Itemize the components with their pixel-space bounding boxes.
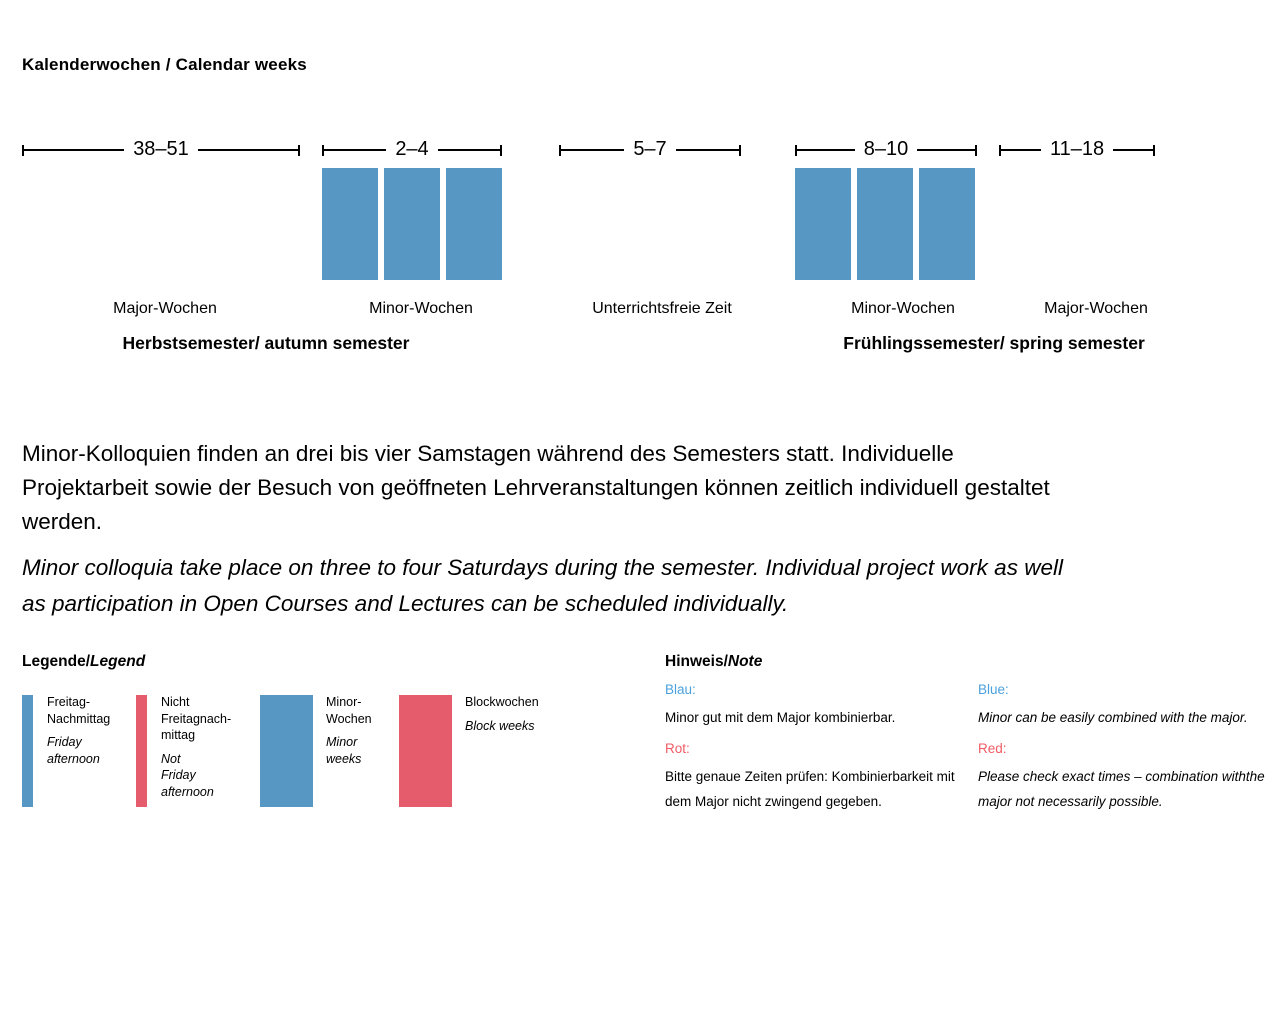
bracket-line	[1113, 149, 1153, 151]
range-bracket-8-10	[795, 139, 977, 161]
legend-line: Minor	[326, 735, 358, 749]
legend-item-label-de	[465, 694, 539, 711]
note-title-en: Note	[727, 653, 763, 670]
legend-line: Not	[161, 751, 181, 766]
note-red-text	[978, 764, 1273, 814]
minor-weeks-swatch	[260, 695, 313, 807]
legend-line: weeks	[326, 751, 362, 766]
bracket-tick	[975, 145, 977, 156]
legend-item-label-en	[161, 751, 231, 801]
week-type-label: Major-Wochen	[113, 300, 217, 317]
range-bracket-2-4	[322, 139, 502, 161]
note-blue-text: Minor gut mit dem Major kombinierbar.	[665, 710, 896, 725]
note-red-label: Rot:	[665, 741, 690, 756]
legend-item-label-de	[47, 694, 110, 727]
range-bracket-11-18	[999, 139, 1155, 161]
note-line: major not necessarily possible.	[978, 794, 1163, 809]
range-label: 11–18	[1049, 138, 1105, 160]
range-label: 2–4	[395, 138, 429, 160]
week-type-label: Minor-Wochen	[851, 300, 955, 317]
legend-line: Nicht	[161, 695, 190, 709]
bracket-line	[198, 149, 298, 151]
note-blue-label: Blue:	[978, 682, 1009, 697]
note-blue-label: Blau:	[665, 682, 696, 697]
legend-item-label-de	[326, 694, 372, 727]
legend-title-de: Legende/	[22, 653, 91, 670]
paragraph-line: Projektarbeit sowie der Besuch von geöffneten Lehrveranstaltungen können zeitlich individuell gestaltet	[22, 475, 1050, 500]
legend-item-block-weeks	[465, 694, 539, 734]
note-blue-text: Minor can be easily combined with the major.	[978, 710, 1248, 725]
note-red-label: Red:	[978, 741, 1007, 756]
note-red-text	[665, 764, 967, 814]
legend-item-label-en	[326, 734, 372, 767]
legend-item-label-de	[161, 694, 231, 744]
legend-line: Nachmittag	[47, 711, 111, 726]
range-label: 38–51	[133, 138, 189, 160]
friday-afternoon-swatch	[22, 695, 33, 807]
bracket-line	[324, 149, 386, 151]
bracket-tick	[739, 145, 741, 156]
page-title: Kalenderwochen / Calendar weeks	[22, 55, 307, 74]
bracket-line	[676, 149, 739, 151]
bracket-line	[561, 149, 624, 151]
legend-line: Freitagnach-	[161, 711, 232, 726]
legend-line: Friday	[47, 735, 82, 749]
block-weeks-swatch	[399, 695, 452, 807]
legend-item-minor-weeks	[326, 694, 372, 767]
minor-weeks-bars-autumn	[322, 168, 502, 280]
note-title	[665, 653, 762, 671]
legend-line: Minor-	[326, 695, 362, 709]
week-type-label: Major-Wochen	[1044, 300, 1148, 317]
range-bracket-5-7	[559, 139, 741, 161]
minor-weeks-bars-spring	[795, 168, 975, 280]
legend-line: Wochen	[326, 711, 372, 726]
legend-line: Block weeks	[465, 718, 535, 733]
minor-week-bar	[446, 168, 502, 280]
paragraph-line: Minor-Kolloquien finden an drei bis vier Samstagen während des Semesters statt. Individuelle	[22, 441, 954, 466]
range-label: 8–10	[863, 138, 909, 160]
legend-line: afternoon	[47, 751, 100, 766]
paragraph-line: as participation in Open Courses and Lectures can be scheduled individually.	[22, 591, 789, 616]
legend-line: Friday	[161, 768, 196, 782]
note-title-de: Hinweis/	[665, 653, 728, 670]
legend-title-en: Legend	[90, 653, 146, 670]
legend-item-not-friday-afternoon	[161, 694, 231, 800]
range-label: 5–7	[633, 138, 667, 160]
legend-item-label-en	[465, 718, 539, 735]
legend-line: Freitag-	[47, 695, 91, 709]
legend-item-label-en	[47, 734, 110, 767]
bracket-line	[797, 149, 855, 151]
bracket-line	[1001, 149, 1041, 151]
minor-week-bar	[857, 168, 913, 280]
note-line: Please check exact times – combination withthe	[978, 769, 1265, 784]
note-column-german	[665, 682, 967, 814]
legend-line: afternoon	[161, 784, 214, 799]
range-bracket-38-51	[22, 139, 300, 161]
minor-week-bar	[384, 168, 440, 280]
bracket-tick	[298, 145, 300, 156]
week-type-label: Minor-Wochen	[369, 300, 473, 317]
legend-title	[22, 653, 145, 671]
note-line: Bitte genaue Zeiten prüfen: Kombinierbarkeit mit	[665, 769, 955, 784]
week-type-label: Unterrichtsfreie Zeit	[592, 300, 732, 317]
legend-line: Blockwochen	[465, 695, 539, 709]
paragraph-line: Minor colloquia take place on three to four Saturdays during the semester. Individual project work as well	[22, 555, 1063, 580]
paragraph-german	[22, 437, 1262, 539]
not-friday-afternoon-swatch	[136, 695, 147, 807]
note-column-english	[978, 682, 1273, 814]
minor-week-bar	[919, 168, 975, 280]
note-line: dem Major nicht zwingend gegeben.	[665, 794, 882, 809]
minor-week-bar	[322, 168, 378, 280]
spring-semester-title: Frühlingssemester/ spring semester	[843, 333, 1145, 353]
paragraph-english	[22, 550, 1262, 622]
legend-line: mittag	[161, 728, 196, 742]
minor-week-bar	[795, 168, 851, 280]
bracket-line	[24, 149, 124, 151]
legend-item-friday-afternoon	[47, 694, 110, 767]
bracket-tick	[1153, 145, 1155, 156]
autumn-semester-title: Herbstsemester/ autumn semester	[122, 333, 410, 353]
bracket-tick	[500, 145, 502, 156]
bracket-line	[917, 149, 975, 151]
paragraph-line: werden.	[22, 509, 103, 534]
bracket-line	[438, 149, 500, 151]
